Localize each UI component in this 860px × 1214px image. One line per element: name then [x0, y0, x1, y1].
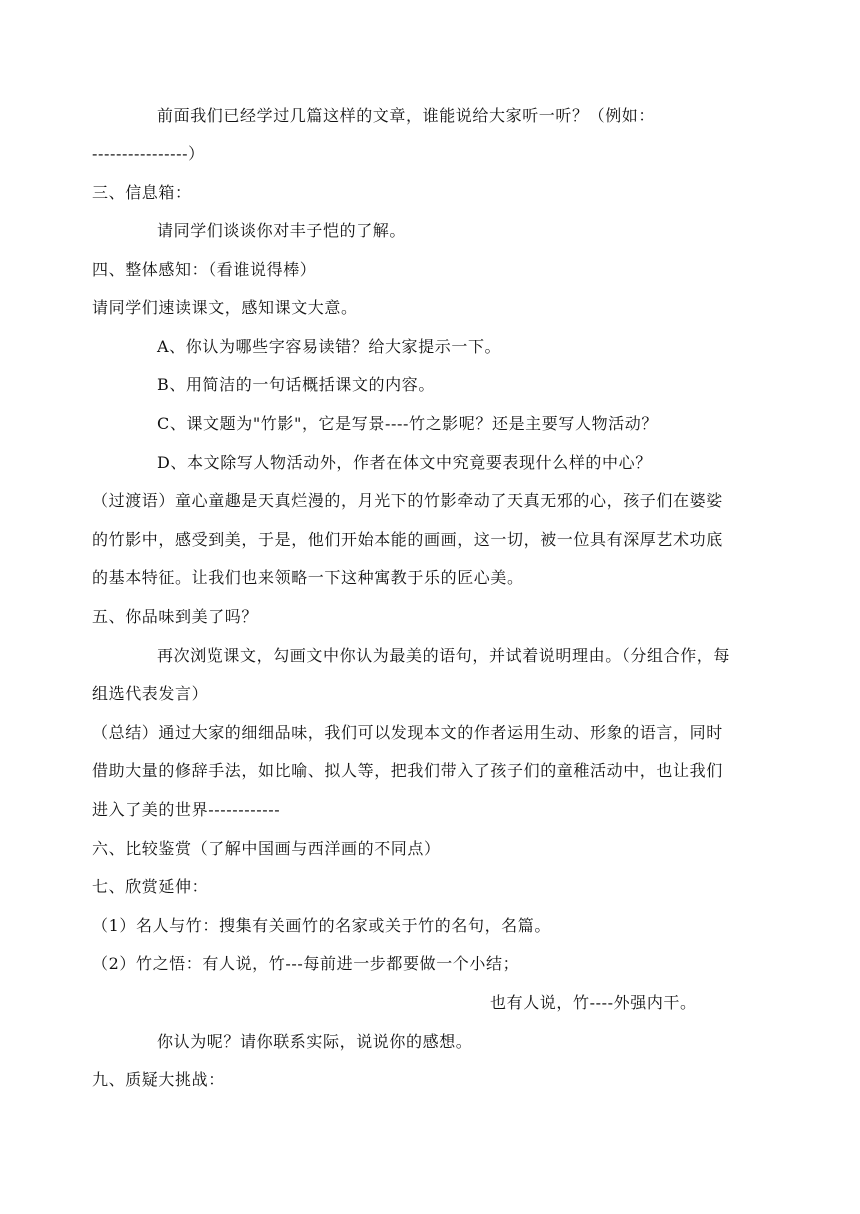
question-a: A、你认为哪些字容易读错？给大家提示一下。 — [157, 337, 502, 356]
section-5-text-line-2: 组选代表发言） — [92, 684, 209, 703]
section-heading-9: 九、质疑大挑战： — [92, 1070, 225, 1089]
section-heading-3: 三、信息箱： — [92, 183, 192, 202]
section-5-text-line-1: 再次浏览课文，勾画文中你认为最美的语句，并试着说明理由。（分组合作，每 — [157, 646, 731, 665]
transition-paragraph-line-3: 的基本特征。让我们也来领略一下这种寓教于乐的匠心美。 — [92, 568, 524, 587]
section-heading-6: 六、比较鉴赏（了解中国画与西洋画的不同点） — [92, 839, 441, 858]
question-d: D、本文除写人物活动外，作者在体文中究竟要表现什么样的中心？ — [157, 453, 652, 472]
transition-paragraph-line-1: （过渡语）童心童趣是天真烂漫的，月光下的竹影牵动了天真无邪的心，孩子们在婆娑 — [92, 491, 723, 510]
item-2-continuation: 也有人说，竹----外强内干。 — [490, 993, 697, 1012]
reflection-prompt: 你认为呢？请你联系实际，说说你的感想。 — [157, 1032, 473, 1051]
section-heading-5: 五、你品味到美了吗？ — [92, 607, 259, 626]
item-2: （2）竹之悟：有人说，竹---每前进一步都要做一个小结； — [92, 954, 520, 973]
question-c: C、课文题为"竹影"，它是写景----竹之影呢？还是主要写人物活动？ — [157, 414, 658, 433]
summary-paragraph-line-2: 借助大量的修辞手法，如比喻、拟人等，把我们带入了孩子们的童稚活动中，也让我们 — [92, 761, 723, 780]
paragraph-intro-line-2: ----------------） — [92, 144, 205, 163]
section-3-text: 请同学们谈谈你对丰子恺的了解。 — [157, 221, 407, 240]
question-b: B、用简洁的一句话概括课文的内容。 — [157, 375, 435, 394]
section-heading-4: 四、整体感知：（看谁说得棒） — [92, 260, 317, 279]
section-heading-7: 七、欣赏延伸： — [92, 877, 209, 896]
transition-paragraph-line-2: 的竹影中，感受到美，于是，他们开始本能的画画，这一切，被一位具有深厚艺术功底 — [92, 530, 723, 549]
summary-paragraph-line-1: （总结）通过大家的细细品味，我们可以发现本文的作者运用生动、形象的语言，同时 — [92, 723, 723, 742]
summary-paragraph-line-3: 进入了美的世界------------ — [92, 800, 281, 819]
section-4-instruction: 请同学们速读课文，感知课文大意。 — [92, 298, 358, 317]
item-1: （1）名人与竹：搜集有关画竹的名家或关于竹的名句，名篇。 — [92, 916, 551, 935]
paragraph-intro-line-1: 前面我们已经学过几篇这样的文章，谁能说给大家听一听？（例如： — [157, 106, 656, 125]
